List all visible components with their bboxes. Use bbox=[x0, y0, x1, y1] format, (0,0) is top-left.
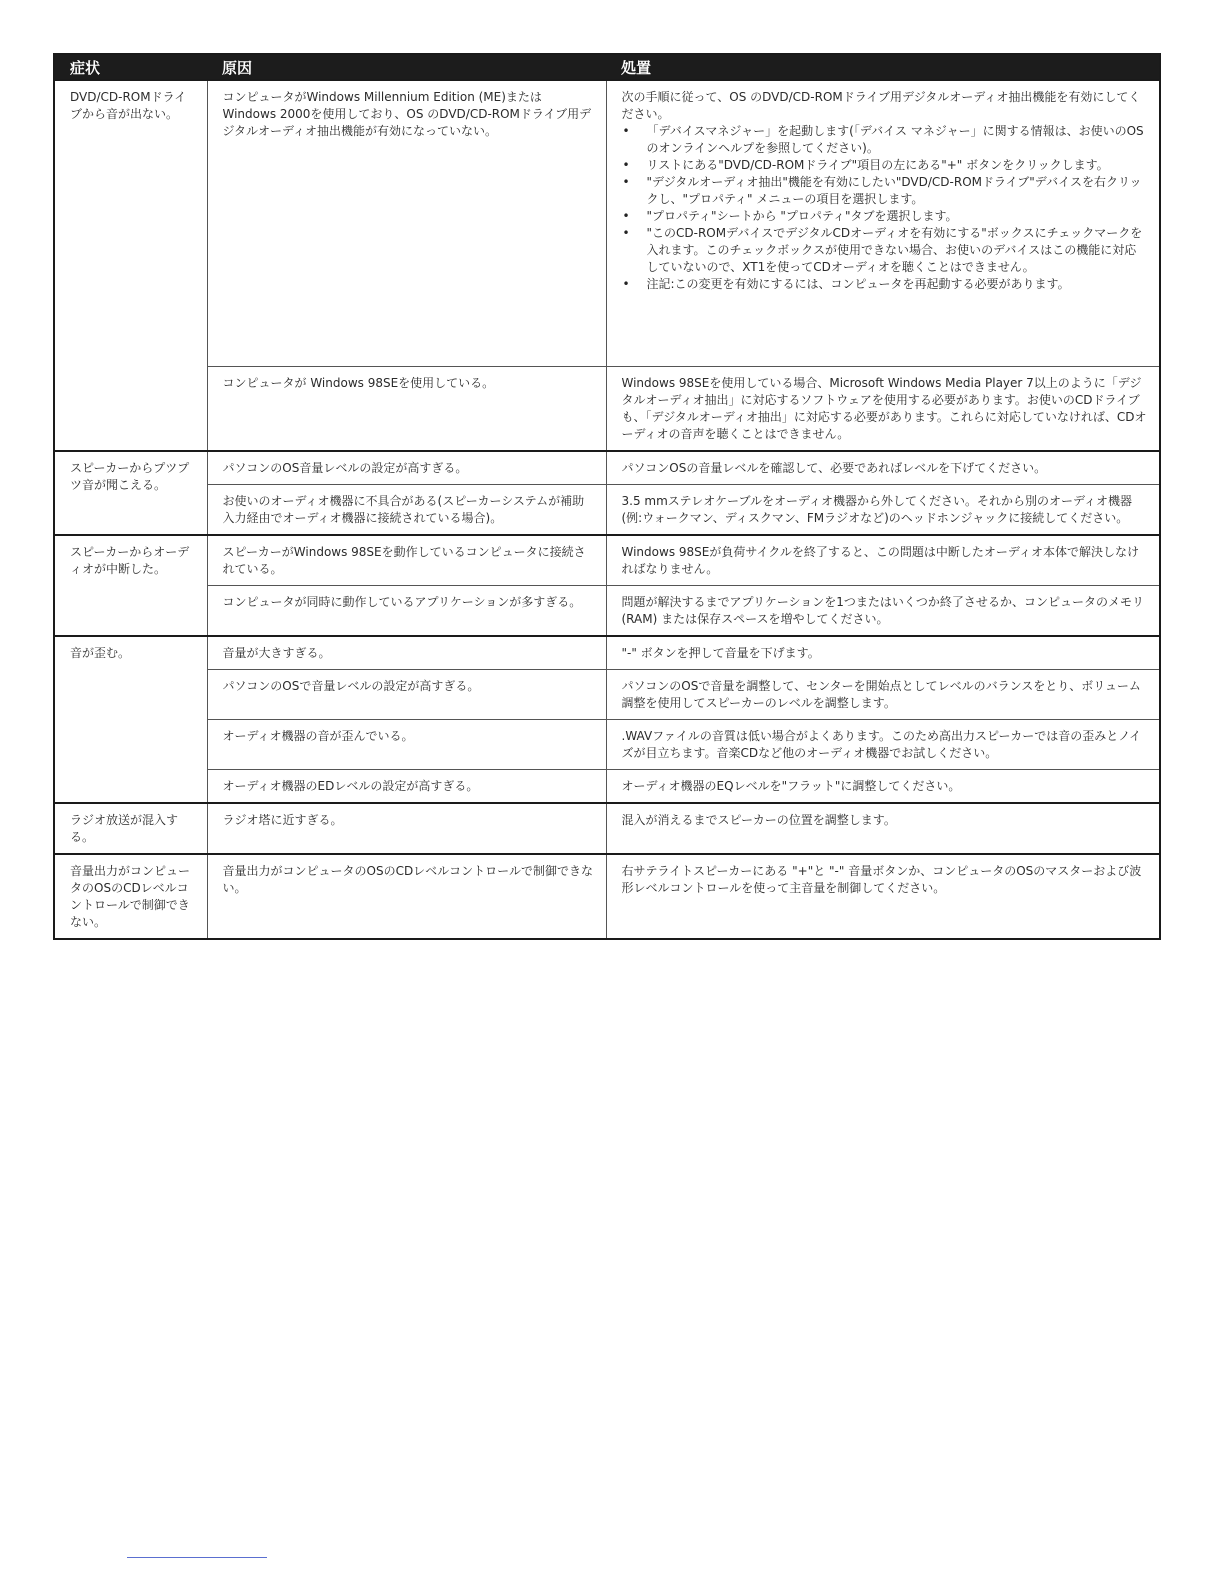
table-header-row bbox=[54, 54, 1160, 80]
solution-intro: 次の手順に従って、OS のDVD/CD-ROMドライブ用デジタルオーディオ抽出機能を有効にしてください。 bbox=[621, 90, 1141, 121]
cause-cell: ラジオ塔に近すぎる。 bbox=[207, 803, 606, 854]
table-row bbox=[54, 80, 1160, 367]
solution-cell bbox=[606, 80, 1160, 367]
cause-cell: コンピュータが Windows 98SEを使用している。 bbox=[207, 367, 606, 452]
list-item: • 注記:この変更を有効にするには、コンピュータを再起動する必要があります。 bbox=[647, 276, 1148, 293]
table-row bbox=[54, 535, 1160, 586]
table-row bbox=[54, 367, 1160, 452]
header-solution: 処置 bbox=[606, 54, 1160, 80]
solution-cell: .WAVファイルの音質は低い場合がよくあります。このため高出力スピーカーでは音の歪みとノイズが目立ちます。音楽CDなど他のオーディオ機器でお試しください。 bbox=[606, 720, 1160, 770]
solution-cell: Windows 98SEが負荷サイクルを終了すると、この問題は中断したオーディオ本体で解決しなければなりません。 bbox=[606, 535, 1160, 586]
table-row bbox=[54, 586, 1160, 637]
table-row bbox=[54, 485, 1160, 536]
solution-cell: パソコンOSの音量レベルを確認して、必要であればレベルを下げてください。 bbox=[606, 451, 1160, 485]
troubleshooting-table bbox=[53, 53, 1161, 940]
list-item: • "プロパティ"シートから "プロパティ"タブを選択します。 bbox=[647, 208, 1148, 225]
solution-cell: Windows 98SEを使用している場合、Microsoft Windows Media Player 7以上のように「デジタルオーディオ抽出」に対応するソフトウェアを使用する必要があります。お使いのCDドライブも、「デジタルオーディオ抽出」に対応する必要があります。これらに対応していなければ、CDオーディオの音声を聴くことはできません。 bbox=[606, 367, 1160, 452]
solution-steps-list bbox=[622, 123, 1148, 293]
cause-cell: お使いのオーディオ機器に不具合がある(スピーカーシステムが補助入力経由でオーディオ機器に接続されている場合)。 bbox=[207, 485, 606, 536]
solution-cell: 3.5 mmステレオケーブルをオーディオ機器から外してください。それから別のオーディオ機器(例:ウォークマン、ディスクマン、FMラジオなど)のヘッドホンジャックに接続してください。 bbox=[606, 485, 1160, 536]
cause-cell: オーディオ機器の音が歪んでいる。 bbox=[207, 720, 606, 770]
solution-cell: 右サテライトスピーカーにある "+"と "-" 音量ボタンか、コンピュータのOSのマスターおよび波形レベルコントロールを使って主音量を制御してください。 bbox=[606, 854, 1160, 939]
footer-link-underline[interactable] bbox=[127, 1557, 267, 1558]
table-row bbox=[54, 451, 1160, 485]
header-cause: 原因 bbox=[207, 54, 606, 80]
cause-cell: 音量が大きすぎる。 bbox=[207, 636, 606, 670]
solution-cell: パソコンのOSで音量を調整して、センターを開始点としてレベルのバランスをとり、ボリューム調整を使用してスピーカーのレベルを調整します。 bbox=[606, 670, 1160, 720]
table-row bbox=[54, 670, 1160, 720]
cause-cell: スピーカーがWindows 98SEを動作しているコンピュータに接続されている。 bbox=[207, 535, 606, 586]
symptom-cell: DVD/CD-ROMドライブから音が出ない。 bbox=[54, 80, 207, 451]
table-row bbox=[54, 803, 1160, 854]
header-symptom: 症状 bbox=[54, 54, 207, 80]
list-item: • "デジタルオーディオ抽出"機能を有効にしたい"DVD/CD-ROMドライブ"デバイスを右クリックし、"プロパティ" メニューの項目を選択します。 bbox=[647, 174, 1148, 208]
table-row bbox=[54, 720, 1160, 770]
symptom-cell: スピーカーからオーディオが中断した。 bbox=[54, 535, 207, 636]
list-item: • 「デバイスマネジャー」を起動します(「デバイス マネジャー」に関する情報は、お使いのOSのオンラインヘルプを参照してください)。 bbox=[647, 123, 1148, 157]
solution-cell: 問題が解決するまでアプリケーションを1つまたはいくつか終了させるか、コンピュータのメモリ (RAM) または保存スペースを増やしてください。 bbox=[606, 586, 1160, 637]
table-row bbox=[54, 636, 1160, 670]
symptom-cell: 音が歪む。 bbox=[54, 636, 207, 803]
cause-cell: コンピュータが同時に動作しているアプリケーションが多すぎる。 bbox=[207, 586, 606, 637]
cause-cell: パソコンのOSで音量レベルの設定が高すぎる。 bbox=[207, 670, 606, 720]
cause-cell: 音量出力がコンピュータのOSのCDレベルコントロールで制御できない。 bbox=[207, 854, 606, 939]
list-item: • "このCD-ROMデバイスでデジタルCDオーディオを有効にする"ボックスにチェックマークを入れます。このチェックボックスが使用できない場合、お使いのデバイスはこの機能に対応していないので、XT1を使ってCDオーディオを聴くことはできません。 bbox=[647, 225, 1148, 276]
list-item: • リストにある"DVD/CD-ROMドライブ"項目の左にある"+" ボタンをクリックします。 bbox=[647, 157, 1148, 174]
cause-cell: パソコンのOS音量レベルの設定が高すぎる。 bbox=[207, 451, 606, 485]
cause-cell: オーディオ機器のEDレベルの設定が高すぎる。 bbox=[207, 770, 606, 804]
cause-cell: コンピュータがWindows Millennium Edition (ME)またはWindows 2000を使用しており、OS のDVD/CD-ROMドライブ用デジタルオーディオ抽出機能が有効になっていない。 bbox=[207, 80, 606, 367]
table-row bbox=[54, 770, 1160, 804]
symptom-cell: スピーカーからプツプツ音が聞こえる。 bbox=[54, 451, 207, 535]
symptom-cell: ラジオ放送が混入する。 bbox=[54, 803, 207, 854]
solution-cell: "-" ボタンを押して音量を下げます。 bbox=[606, 636, 1160, 670]
table-row bbox=[54, 854, 1160, 939]
symptom-cell: 音量出力がコンピュータのOSのCDレベルコントロールで制御できない。 bbox=[54, 854, 207, 939]
solution-cell: 混入が消えるまでスピーカーの位置を調整します。 bbox=[606, 803, 1160, 854]
solution-cell: オーディオ機器のEQレベルを"フラット"に調整してください。 bbox=[606, 770, 1160, 804]
